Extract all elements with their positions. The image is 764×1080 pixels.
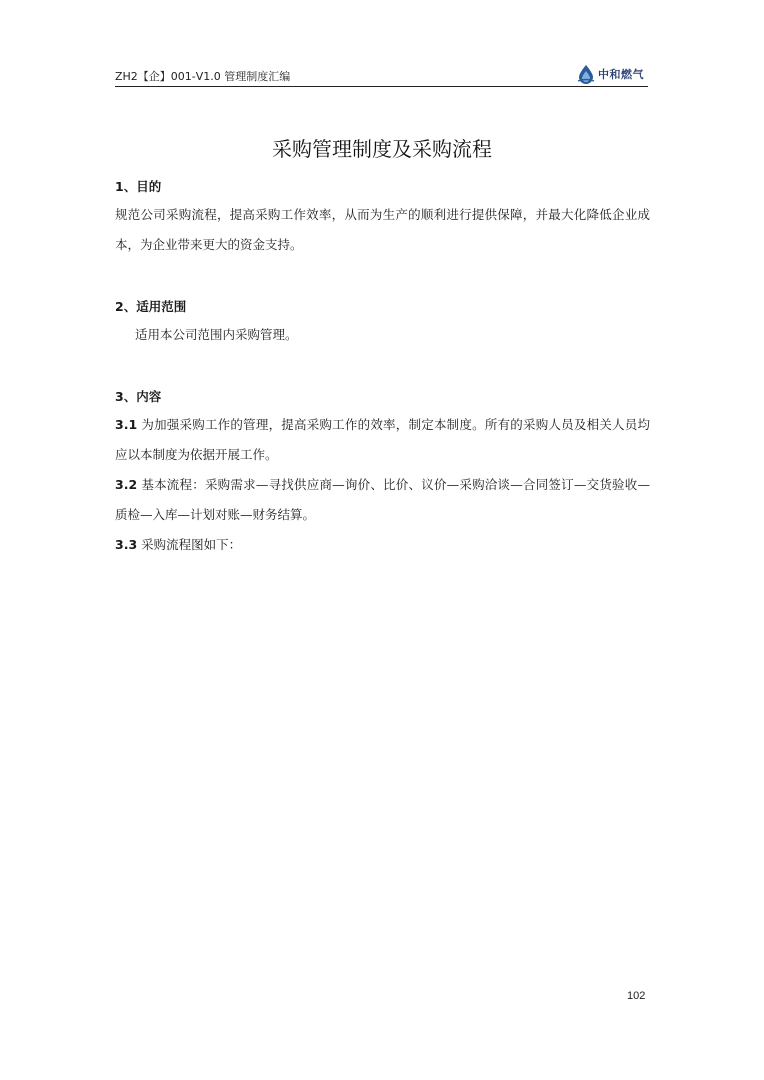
document-title: 采购管理制度及采购流程 [272, 137, 492, 161]
section-heading-scope: 2、适用范围 [115, 299, 187, 314]
content-paragraph-3-2 [115, 470, 650, 530]
logo-text: 中和燃气 [598, 68, 644, 81]
item-number: 3.1 [115, 417, 138, 432]
flame-drop-icon [577, 64, 595, 84]
content-paragraph-3-1 [115, 410, 650, 470]
item-text: 为加强采购工作的管理，提高采购工作的效率，制定本制度。所有的采购人员及相关人员均应以本制度为依据开展工作。 [115, 417, 650, 462]
section-heading-purpose: 1、目的 [115, 179, 162, 194]
company-logo [577, 63, 644, 85]
purpose-paragraph: 规范公司采购流程，提高采购工作效率，从而为生产的顺利进行提供保障，并最大化降低企业成本，为企业带来更大的资金支持。 [115, 207, 650, 252]
content-paragraph-3-3 [115, 530, 650, 560]
page-number: 102 [627, 990, 646, 1002]
item-text: 采购流程图如下： [141, 537, 242, 552]
document-code: ZH2【企】001-V1.0 管理制度汇编 [115, 70, 291, 83]
item-text: 基本流程：采购需求—寻找供应商—询价、比价、议价—采购洽谈—合同签订—交货验收—质检—入库—计划对账—财务结算。 [115, 477, 650, 522]
page-header [115, 60, 648, 87]
scope-paragraph: 适用本公司范围内采购管理。 [135, 327, 298, 342]
item-number: 3.2 [115, 477, 138, 492]
section-heading-content: 3、内容 [115, 389, 162, 404]
item-number: 3.3 [115, 537, 138, 552]
